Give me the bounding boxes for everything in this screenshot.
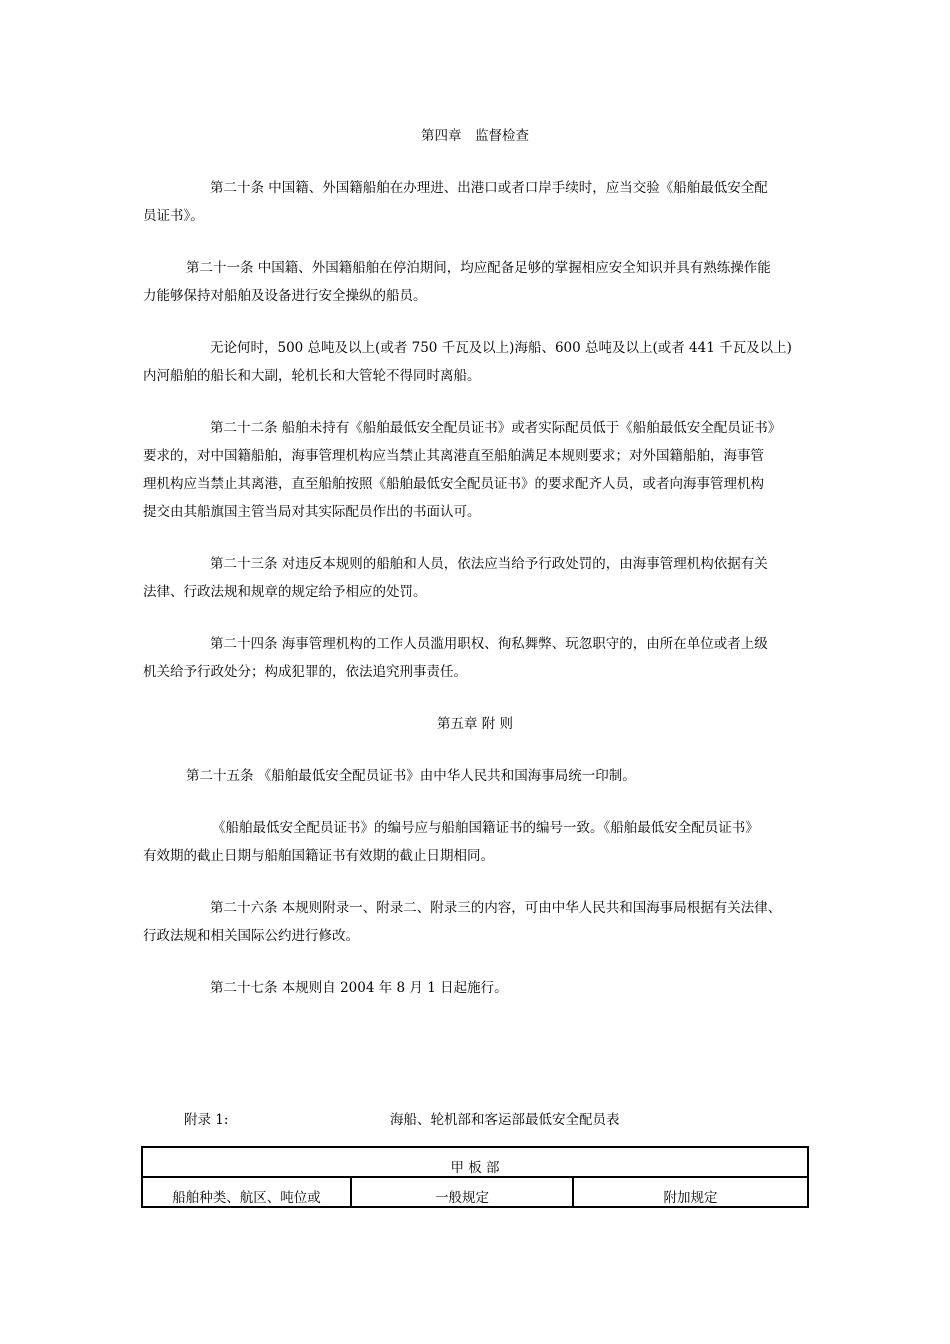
- article-22-line-2: 要求的，对中国籍船舶，海事管理机构应当禁止其离港直至船舶满足本规则要求；对外国籍船舶，海事管: [143, 448, 764, 464]
- appendix-table: [141, 1146, 809, 1208]
- article-22-line-3: 理机构应当禁止其离港，直至船舶按照《船舶最低安全配员证书》的要求配齐人员，或者向海事管理机构: [143, 476, 764, 492]
- article-21-line-1: 第二十一条 中国籍、外国籍船舶在停泊期间，均应配备足够的掌握相应安全知识并具有熟练操作能: [186, 260, 771, 276]
- article-21-para2-line-1: 无论何时，500 总吨及以上(或者 750 千瓦及以上)海船、600 总吨及以上(或者 441 千瓦及以上): [210, 340, 792, 356]
- article-27: 第二十七条 本规则自 2004 年 8 月 1 日起施行。: [210, 980, 508, 996]
- article-20-line-2: 员证书》。: [143, 208, 204, 224]
- article-23-line-1: 第二十三条 对违反本规则的船舶和人员，依法应当给予行政处罚的，由海事管理机构依据有关: [210, 556, 768, 572]
- article-24-line-2: 机关给予行政处分；构成犯罪的，依法追究刑事责任。: [143, 664, 467, 680]
- article-24-line-1: 第二十四条 海事管理机构的工作人员滥用职权、徇私舞弊、玩忽职守的，由所在单位或者上级: [210, 636, 768, 652]
- table-section-header: 甲 板 部: [142, 1147, 808, 1177]
- table-col-general: 一般规定: [351, 1177, 573, 1207]
- article-23-line-2: 法律、行政法规和规章的规定给予相应的处罚。: [143, 584, 427, 600]
- article-21-line-2: 力能够保持对船舶及设备进行安全操纵的船员。: [143, 288, 427, 304]
- table-col-ship-type: 船舶种类、航区、吨位或: [142, 1177, 351, 1207]
- appendix-title: 海船、轮机部和客运部最低安全配员表: [390, 1112, 620, 1128]
- article-26-line-1: 第二十六条 本规则附录一、附录二、附录三的内容，可由中华人民共和国海事局根据有关法律、: [210, 900, 782, 916]
- article-25-para2-line-2: 有效期的截止日期与船舶国籍证书有效期的截止日期相同。: [143, 848, 494, 864]
- article-26-line-2: 行政法规和相关国际公约进行修改。: [143, 928, 359, 944]
- article-21-para2-line-2: 内河船舶的船长和大副，轮机长和大管轮不得同时离船。: [143, 368, 481, 384]
- article-25-para2-line-1: 《船舶最低安全配员证书》的编号应与船舶国籍证书的编号一致。《船舶最低安全配员证书》: [212, 820, 759, 836]
- chapter4-title: 第四章 监督检查: [421, 128, 529, 144]
- article-22-line-1: 第二十二条 船舶未持有《船舶最低安全配员证书》或者实际配员低于《船舶最低安全配员证书》: [210, 420, 782, 436]
- chapter5-title: 第五章 附 则: [436, 716, 514, 732]
- article-22-line-4: 提交由其船旗国主管当局对其实际配员作出的书面认可。: [143, 504, 481, 520]
- table-col-additional: 附加规定: [573, 1177, 808, 1207]
- article-20-line-1: 第二十条 中国籍、外国籍船舶在办理进、出港口或者口岸手续时，应当交验《船舶最低安全配: [210, 180, 768, 196]
- appendix-label: 附录 1:: [184, 1112, 229, 1128]
- article-25: 第二十五条 《船舶最低安全配员证书》由中华人民共和国海事局统一印制。: [186, 768, 636, 784]
